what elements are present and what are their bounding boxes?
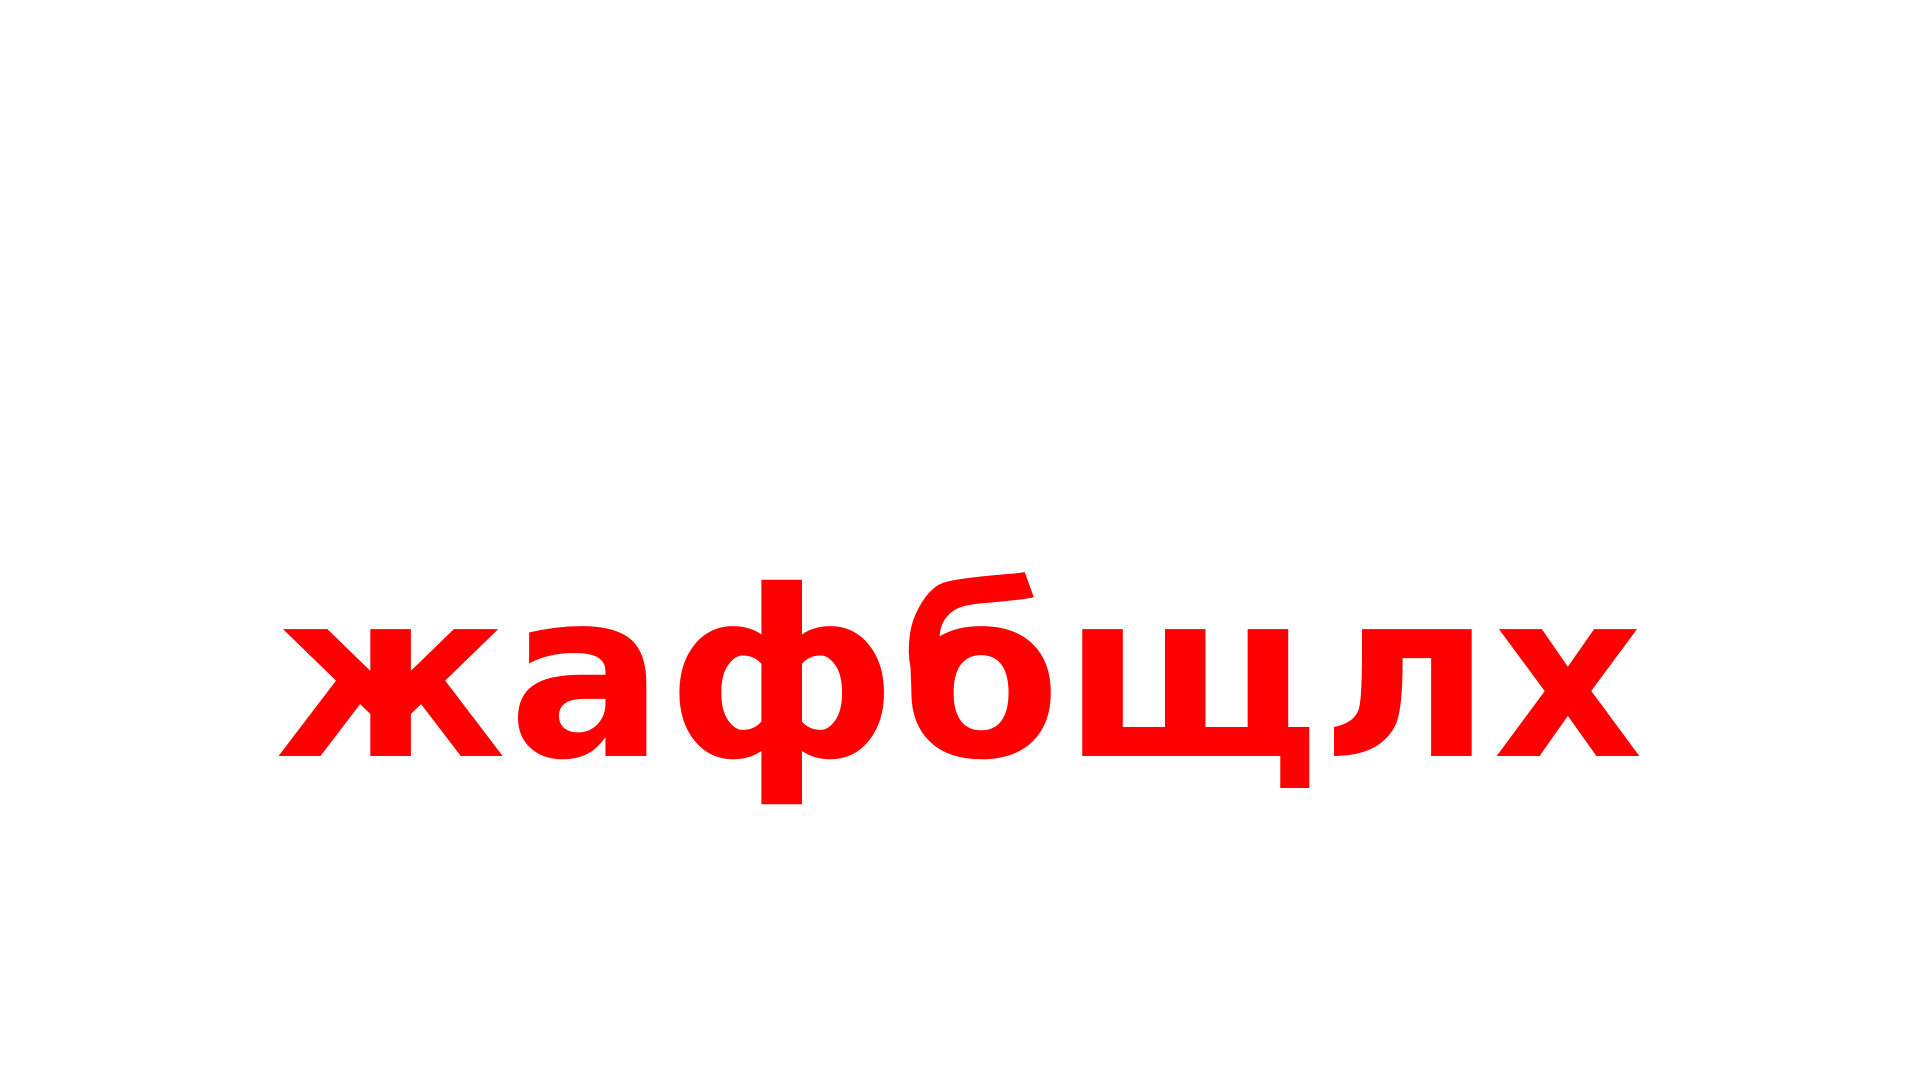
cyrillic-word-text: жафбщлх <box>275 541 1645 811</box>
